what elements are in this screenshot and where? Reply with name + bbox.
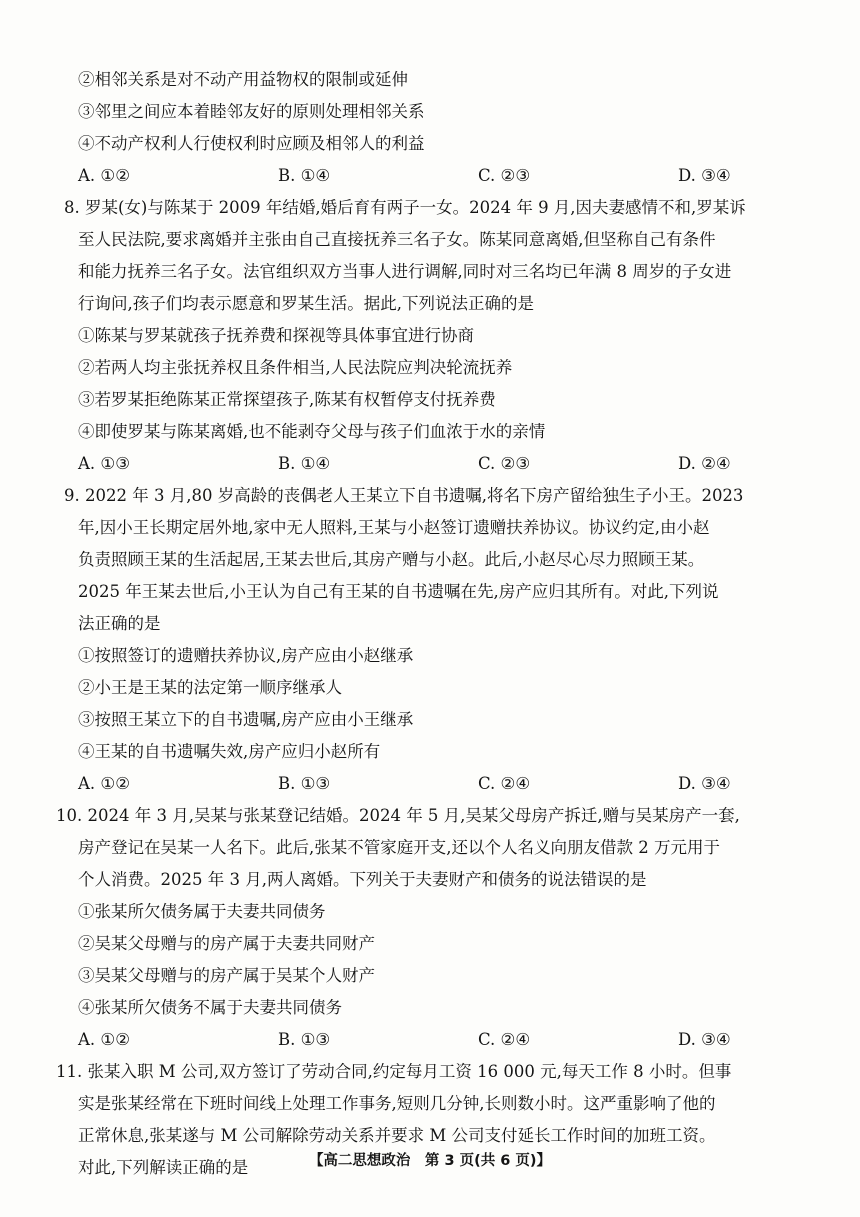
option-c: C. ②③ — [478, 454, 531, 473]
option-a: A. ①② — [78, 774, 130, 793]
option-d: D. ③④ — [678, 166, 731, 185]
question-9 — [64, 480, 778, 800]
option-a: A. ①③ — [78, 454, 130, 473]
question-7 — [78, 64, 778, 192]
option-a: A. ①② — [78, 166, 130, 185]
option-a: A. ①② — [78, 1030, 130, 1049]
question-stem-line: 法正确的是 — [78, 614, 161, 633]
question-stem-line: 年,因小王长期定居外地,家中无人照料,王某与小赵签订遗赠扶养协议。协议约定,由小赵 — [78, 518, 710, 537]
question-stem-line: 个人消费。2025 年 3 月,两人离婚。下列关于夫妻财产和债务的说法错误的是 — [78, 870, 647, 889]
question-stem-line: 2025 年王某去世后,小王认为自己有王某的自书遗嘱在先,房产应归其所有。对此,下列说 — [78, 582, 719, 601]
question-stem-line: 对此,下列解读正确的是 — [78, 1158, 249, 1177]
question-stem-line: 房产登记在吴某一人名下。此后,张某不管家庭开支,还以个人名义向朋友借款 2 万元用于 — [78, 838, 720, 857]
question-stem-line: 实是张某经常在下班时间线上处理工作事务,短则几分钟,长则数小时。这严重影响了他的 — [78, 1094, 716, 1113]
question-stem-line: 至人民法院,要求离婚并主张由自己直接抚养三名子女。陈某同意离婚,但坚称自己有条件 — [78, 230, 716, 249]
question-stem-line: 10. 2024 年 3 月,吴某与张某登记结婚。2024 年 5 月,吴某父母房产拆迁,赠与吴某房产一套, — [56, 806, 740, 825]
question-stem-line: 行询问,孩子们均表示愿意和罗某生活。据此,下列说法正确的是 — [78, 294, 534, 313]
statement: ③按照王某立下的自书遗嘱,房产应由小王继承 — [78, 710, 414, 729]
question-stem-line: 8. 罗某(女)与陈某于 2009 年结婚,婚后育有两子一女。2024 年 9 月,因夫妻感情不和,罗某诉 — [64, 198, 746, 217]
question-stem-line: 正常休息,张某遂与 M 公司解除劳动关系并要求 M 公司支付延长工作时间的加班工资。 — [78, 1126, 716, 1145]
statement: ①陈某与罗某就孩子抚养费和探视等具体事宜进行协商 — [78, 326, 474, 345]
option-d: D. ③④ — [678, 774, 731, 793]
question-stem-line: 9. 2022 年 3 月,80 岁高龄的丧偶老人王某立下自书遗嘱,将名下房产留给独生子小王。2023 — [64, 486, 744, 505]
statement: ④即使罗某与陈某离婚,也不能剥夺父母与孩子们血浓于水的亲情 — [78, 422, 546, 441]
answer-options — [56, 1024, 778, 1056]
option-b: B. ①④ — [278, 454, 331, 473]
option-b: B. ①③ — [278, 774, 331, 793]
question-stem-line: 和能力抚养三名子女。法官组织双方当事人进行调解,同时对三名均已年满 8 周岁的子女进 — [78, 262, 732, 281]
statement: ②若两人均主张抚养权且条件相当,人民法院应判决轮流抚养 — [78, 358, 513, 377]
question-stem-line: 11. 张某入职 M 公司,双方签订了劳动合同,约定每月工资 16 000 元,每天工作 8 小时。但事 — [56, 1062, 732, 1081]
statement: ②吴某父母赠与的房产属于夫妻共同财产 — [78, 934, 375, 953]
question-10 — [56, 800, 778, 1056]
option-b: B. ①④ — [278, 166, 331, 185]
option-c: C. ②③ — [478, 166, 531, 185]
statement: ②相邻关系是对不动产用益物权的限制或延伸 — [78, 70, 408, 89]
option-b: B. ①③ — [278, 1030, 331, 1049]
option-d: D. ③④ — [678, 1030, 731, 1049]
question-stem-line: 负责照顾王某的生活起居,王某去世后,其房产赠与小赵。此后,小赵尽心尽力照顾王某。 — [78, 550, 705, 569]
statement: ④王某的自书遗嘱失效,房产应归小赵所有 — [78, 742, 381, 761]
statement: ③邻里之间应本着睦邻友好的原则处理相邻关系 — [78, 102, 425, 121]
statement: ①按照签订的遗赠扶养协议,房产应由小赵继承 — [78, 646, 414, 665]
option-d: D. ②④ — [678, 454, 731, 473]
statement: ④张某所欠债务不属于夫妻共同债务 — [78, 998, 342, 1017]
page-content — [56, 64, 778, 1184]
statement: ②小王是王某的法定第一顺序继承人 — [78, 678, 342, 697]
answer-options — [64, 448, 778, 480]
answer-options — [64, 768, 778, 800]
option-c: C. ②④ — [478, 1030, 531, 1049]
statement: ④不动产权利人行使权利时应顾及相邻人的利益 — [78, 134, 425, 153]
statement: ①张某所欠债务属于夫妻共同债务 — [78, 902, 326, 921]
option-c: C. ②④ — [478, 774, 531, 793]
statement: ③若罗某拒绝陈某正常探望孩子,陈某有权暂停支付抚养费 — [78, 390, 496, 409]
question-8 — [64, 192, 778, 480]
page-footer: 【高二思想政治 第 3 页(共 6 页)】 — [308, 1153, 552, 1169]
statement: ③吴某父母赠与的房产属于吴某个人财产 — [78, 966, 375, 985]
answer-options — [78, 160, 778, 192]
